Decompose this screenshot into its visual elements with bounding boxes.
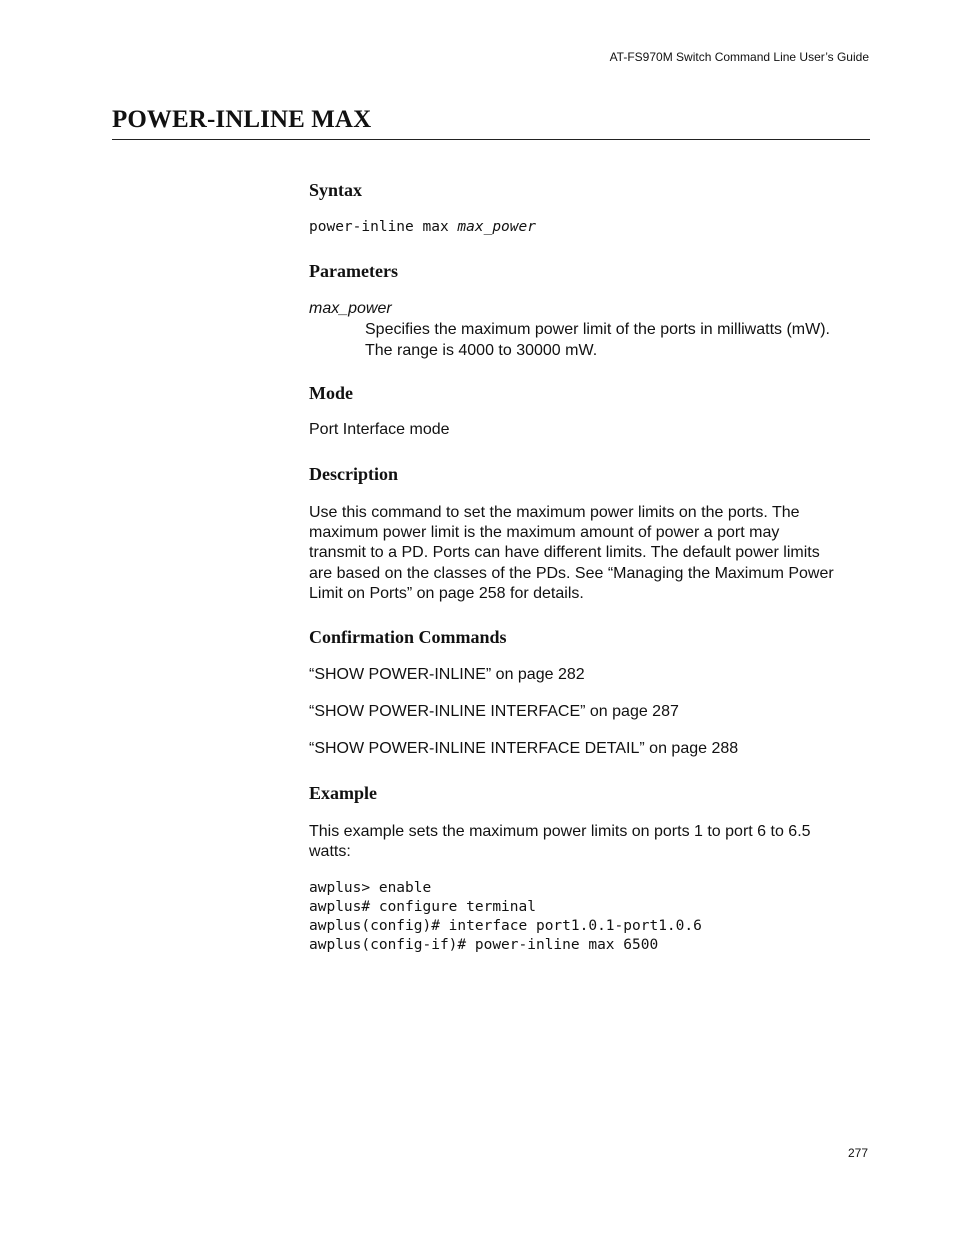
description-line: maximum power limit is the maximum amount of power a port may xyxy=(309,524,780,542)
description-paragraph xyxy=(309,503,874,604)
mode-heading: Mode xyxy=(309,382,353,403)
mode-text: Port Interface mode xyxy=(309,420,450,438)
example-heading: Example xyxy=(309,783,378,804)
description-heading: Description xyxy=(309,464,398,484)
description-line: Use this command to set the maximum power limits on the ports. The xyxy=(309,504,800,521)
parameter-name: max_power xyxy=(309,299,392,317)
syntax-argument: max_power xyxy=(457,219,536,235)
example-intro-line: watts: xyxy=(309,843,351,861)
code-line: awplus# configure terminal xyxy=(309,899,536,916)
confirmation-ref-show-power-inline[interactable]: “SHOW POWER-INLINE” on page 282 xyxy=(309,666,585,684)
confirmation-ref-show-power-inline-interface[interactable]: “SHOW POWER-INLINE INTERFACE” on page 287 xyxy=(309,703,679,721)
syntax-command xyxy=(309,218,874,237)
parameter-description-line-1: Specifies the maximum power limit of the ports in milliwatts (mW). xyxy=(365,320,830,338)
example-intro xyxy=(309,822,874,862)
running-header: AT-FS970M Switch Command Line User’s Guide xyxy=(609,50,869,64)
syntax-heading: Syntax xyxy=(309,180,363,200)
code-line: awplus(config-if)# power-inline max 6500 xyxy=(309,936,659,953)
code-line: awplus(config)# interface port1.0.1-port1.0.6 xyxy=(309,918,702,935)
confirmation-ref-show-power-inline-interface-detail[interactable]: “SHOW POWER-INLINE INTERFACE DETAIL” on page 288 xyxy=(309,740,739,758)
example-code-block xyxy=(309,879,874,954)
description-line: transmit to a PD. Ports can have different limits. The default power limits xyxy=(309,544,820,562)
page-number: 277 xyxy=(847,1146,868,1160)
parameter-description-line-2: The range is 4000 to 30000 mW. xyxy=(365,341,598,359)
parameters-heading: Parameters xyxy=(309,260,398,281)
example-intro-line: This example sets the maximum power limits on ports 1 to port 6 to 6.5 xyxy=(309,823,811,841)
main-content xyxy=(309,178,874,955)
title-rule xyxy=(112,139,870,140)
confirmation-heading: Confirmation Commands xyxy=(309,627,507,648)
description-line: Limit on Ports” on page 258 for details. xyxy=(309,584,584,602)
syntax-command-text: power-inline max xyxy=(309,219,458,235)
description-line: are based on the classes of the PDs. See “Managing the Maximum Power xyxy=(309,564,834,582)
code-line: awplus> enable xyxy=(309,880,432,897)
chapter-title: POWER-INLINE MAX xyxy=(112,106,372,133)
